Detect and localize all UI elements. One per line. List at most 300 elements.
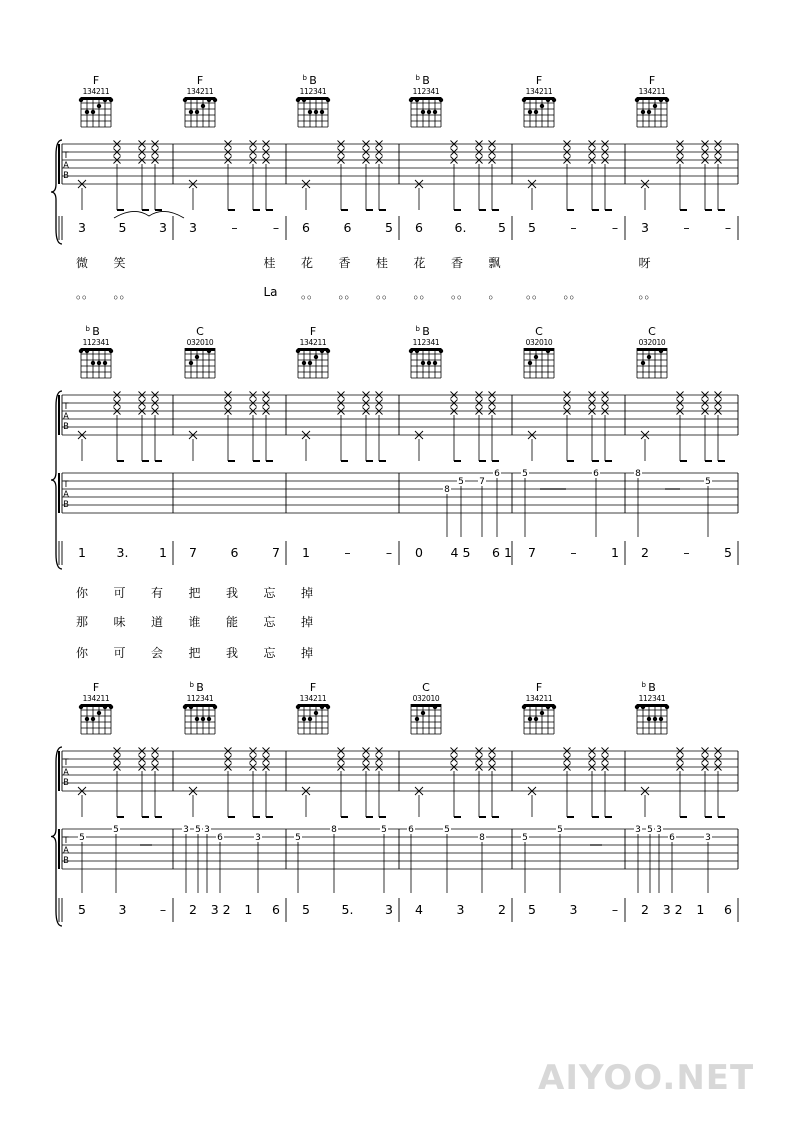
jianpu-note: 5: [385, 220, 393, 235]
chord-dot: [641, 110, 645, 114]
jianpu-note: –: [683, 545, 690, 560]
flat-sign: b: [85, 325, 90, 333]
chord-dot: [85, 349, 89, 353]
lyric-syllable: 忘: [263, 646, 276, 660]
chord-dot: [79, 98, 83, 102]
lyric-syllable: 那: [76, 615, 89, 629]
chord-name: C: [648, 325, 656, 338]
chord-dot: [653, 104, 657, 108]
chord-name: C: [422, 681, 430, 694]
jianpu-note: 6: [302, 220, 310, 235]
chord-dot: [522, 98, 526, 102]
chord-name: F: [535, 681, 543, 694]
tab-clef-letter: B: [63, 500, 69, 510]
chord-name: B: [422, 74, 430, 87]
lyric-syllable: 有: [151, 586, 164, 600]
system-brace: [51, 391, 62, 569]
chord-dot: [421, 361, 425, 365]
chord-dot: [528, 361, 532, 365]
chord-diagram: [409, 325, 443, 378]
chord-diagram: [296, 74, 330, 127]
tab-clef-letter: B: [63, 171, 69, 181]
chord-name: F: [92, 681, 100, 694]
chord-dot: [415, 98, 419, 102]
jianpu-note: 7: [528, 545, 536, 560]
chord-dot: [320, 110, 324, 114]
lyric-syllable: 掉: [301, 615, 314, 629]
jianpu-note: 5: [302, 902, 310, 917]
chord-dot: [659, 98, 663, 102]
chord-dot: [308, 717, 312, 721]
lyric-syllable: 。: [488, 287, 501, 301]
flat-sign: b: [641, 681, 646, 689]
chord-fingering: 032010: [525, 338, 553, 347]
tab-clef-letter: B: [63, 856, 69, 866]
lyric-syllable: 。。: [526, 287, 545, 301]
slur: [114, 211, 184, 218]
lyric-syllable: 。。: [563, 287, 582, 301]
tab-fret-number: 3: [656, 825, 662, 835]
chord-dot: [439, 349, 443, 353]
jianpu-note: 1: [611, 545, 619, 560]
chord-fingering: 134211: [299, 694, 327, 703]
jianpu-note: 4: [415, 902, 423, 917]
chord-dot: [103, 98, 107, 102]
chord-dot: [534, 717, 538, 721]
chord-fingering: 112341: [638, 694, 666, 703]
chord-dot: [91, 110, 95, 114]
tab-clef-letter: B: [63, 778, 69, 788]
chord-fingering: 112341: [412, 87, 440, 96]
chord-dot: [207, 98, 211, 102]
tab-clef-letter: T: [63, 402, 69, 412]
chord-dot: [103, 705, 107, 709]
tab-fret-number: 5: [705, 477, 711, 487]
chord-name: C: [535, 325, 543, 338]
tab-clef-letter: A: [63, 161, 69, 171]
jianpu-note: 3: [189, 220, 197, 235]
chord-diagram: [79, 681, 113, 734]
chord-diagram: [296, 681, 330, 734]
chord-dot: [647, 355, 651, 359]
chord-dot: [189, 361, 193, 365]
tab-fret-number: 8: [444, 485, 450, 495]
chord-diagram: [183, 681, 217, 734]
chord-fingering: 134211: [525, 87, 553, 96]
chord-dot: [296, 98, 300, 102]
lyric-syllable: 呀: [638, 256, 651, 270]
tab-clef-letter: A: [63, 412, 69, 422]
lyric-syllable: 。。: [451, 287, 470, 301]
chord-dot: [302, 717, 306, 721]
jianpu-note: 1: [302, 545, 310, 560]
chord-dot: [109, 349, 113, 353]
chord-dot: [534, 110, 538, 114]
chord-dot: [522, 705, 526, 709]
chord-dot: [308, 110, 312, 114]
tab-fret-number: 5: [79, 833, 85, 843]
chord-dot: [540, 711, 544, 715]
chord-diagram: [79, 325, 113, 378]
jianpu-note: 6: [343, 220, 352, 235]
chord-diagram: [296, 325, 330, 378]
chord-dot: [528, 110, 532, 114]
chord-dot: [647, 110, 651, 114]
tab-fret-number: 5: [522, 833, 528, 843]
jianpu-note: 3: [78, 220, 86, 235]
flat-sign: b: [302, 74, 307, 82]
jianpu-note: 6: [724, 902, 732, 917]
tab-fret-number: 6: [669, 833, 675, 843]
chord-name: F: [309, 681, 317, 694]
chord-dot: [109, 98, 113, 102]
chord-dot: [409, 349, 413, 353]
chord-dot: [659, 717, 663, 721]
chord-dot: [201, 104, 205, 108]
chord-dot: [665, 705, 669, 709]
lyric-syllable: 。。: [76, 287, 95, 301]
chord-dot: [183, 705, 187, 709]
tab-clef-letter: A: [63, 768, 69, 778]
lyric-syllable: 你: [76, 586, 89, 600]
tab-fret-number: 6: [494, 469, 500, 479]
tab-fret-number: 5: [295, 833, 301, 843]
jianpu-note: –: [385, 545, 393, 560]
chord-dot: [320, 705, 324, 709]
jianpu-note: 5: [498, 220, 506, 235]
chord-fingering: 134211: [82, 87, 110, 96]
tab-fret-number: 6: [408, 825, 414, 835]
jianpu-note: 3: [641, 220, 649, 235]
chord-dot: [189, 110, 193, 114]
jianpu-note: 4 5: [450, 545, 471, 560]
chord-dot: [421, 711, 425, 715]
lyric-syllable: 。。: [338, 287, 357, 301]
jianpu-note: –: [570, 545, 577, 560]
chord-dot: [433, 361, 437, 365]
jianpu-note: –: [159, 902, 167, 917]
flat-sign: b: [415, 74, 420, 82]
chord-dot: [195, 110, 199, 114]
chord-dot: [213, 98, 217, 102]
chord-dot: [302, 98, 306, 102]
chord-diagram: [522, 74, 556, 127]
chord-name: B: [196, 681, 204, 694]
lyric-syllable: 微: [76, 256, 89, 270]
chord-dot: [91, 361, 95, 365]
system-brace: [51, 747, 62, 926]
jianpu-note: 6 1: [492, 545, 512, 560]
jianpu-note: 3 2: [662, 902, 683, 917]
jianpu-note: 5: [528, 220, 536, 235]
chord-name: F: [92, 74, 100, 87]
chord-fingering: 112341: [412, 338, 440, 347]
chord-dot: [433, 110, 437, 114]
chord-fingering: 032010: [186, 338, 214, 347]
tab-clef-letter: A: [63, 846, 69, 856]
jianpu-note: 7: [272, 545, 280, 560]
chord-diagram: [522, 681, 556, 734]
chord-dot: [189, 705, 193, 709]
tab-fret-number: 3: [635, 825, 641, 835]
chord-name: B: [648, 681, 656, 694]
jianpu-note: 6: [272, 902, 280, 917]
chord-dot: [296, 705, 300, 709]
chord-diagram: [411, 681, 441, 734]
jianpu-note: –: [724, 220, 732, 235]
tab-clef-letter: A: [63, 490, 69, 500]
jianpu-note: 1: [244, 902, 253, 917]
lyric-syllable: 会: [151, 646, 164, 660]
jianpu-note: 3: [385, 902, 393, 917]
tab-fret-number: 6: [217, 833, 223, 843]
chord-dot: [540, 104, 544, 108]
chord-dot: [433, 705, 437, 709]
jianpu-note: 2: [641, 545, 649, 560]
jianpu-note: 3: [159, 220, 167, 235]
chord-dot: [546, 705, 550, 709]
chord-dot: [653, 717, 657, 721]
jianpu-note: 1: [159, 545, 167, 560]
lyric-syllable: 花: [413, 256, 426, 270]
tab-fret-number: 5: [522, 469, 528, 479]
chord-dot: [296, 349, 300, 353]
chord-dot: [546, 98, 550, 102]
tab-fret-number: 6: [593, 469, 599, 479]
jianpu-note: –: [683, 220, 690, 235]
chord-dot: [647, 717, 651, 721]
lyric-syllable: 香: [338, 256, 351, 270]
jianpu-note: 3: [456, 902, 465, 917]
jianpu-note: –: [570, 220, 577, 235]
flat-sign: b: [189, 681, 194, 689]
lyric-syllable: 桂: [263, 256, 276, 270]
tab-fret-number: 8: [635, 469, 641, 479]
lyric-syllable: 忘: [263, 586, 276, 600]
chord-dot: [635, 705, 639, 709]
lyric-syllable: La: [263, 285, 278, 299]
tab-fret-number: 3: [255, 833, 261, 843]
chord-dot: [439, 98, 443, 102]
chord-name: F: [648, 74, 656, 87]
chord-dot: [91, 717, 95, 721]
tab-fret-number: 7: [479, 477, 485, 487]
lyric-syllable: 我: [226, 586, 239, 600]
jianpu-note: 3: [118, 902, 127, 917]
chord-dot: [201, 717, 205, 721]
chord-diagram: [79, 74, 113, 127]
jianpu-note: –: [272, 220, 280, 235]
lyric-syllable: 掉: [301, 646, 314, 660]
jianpu-note: –: [344, 545, 351, 560]
lyric-syllable: 可: [113, 646, 126, 660]
jianpu-note: 3.: [116, 545, 129, 560]
tab-fret-number: 5: [458, 477, 464, 487]
chord-name: F: [309, 325, 317, 338]
chord-dot: [552, 705, 556, 709]
lyric-syllable: 笑: [113, 256, 126, 270]
tab-fret-number: 3: [204, 825, 210, 835]
tab-fret-number: 8: [331, 825, 337, 835]
chord-name: C: [196, 325, 204, 338]
lyric-syllable: 。。: [413, 287, 432, 301]
chord-dot: [79, 349, 83, 353]
chord-dot: [109, 705, 113, 709]
lyric-syllable: 掉: [301, 586, 314, 600]
jianpu-note: 5: [78, 902, 86, 917]
chord-dot: [659, 349, 663, 353]
chord-dot: [427, 361, 431, 365]
chord-name: F: [535, 74, 543, 87]
chord-fingering: 134211: [299, 338, 327, 347]
jianpu-note: 5: [724, 545, 732, 560]
jianpu-note: –: [611, 902, 619, 917]
chord-dot: [207, 717, 211, 721]
chord-dot: [415, 349, 419, 353]
lyric-syllable: 把: [188, 646, 201, 660]
chord-fingering: 112341: [82, 338, 110, 347]
tab-clef-letter: B: [63, 422, 69, 432]
lyric-syllable: 道: [151, 615, 164, 629]
jianpu-note: 1: [78, 545, 86, 560]
chord-dot: [97, 711, 101, 715]
chord-dot: [326, 349, 330, 353]
jianpu-note: 1: [696, 902, 705, 917]
lyric-syllable: 味: [113, 615, 126, 629]
chord-dot: [409, 98, 413, 102]
lyric-syllable: 把: [188, 586, 201, 600]
chord-diagram: [635, 74, 669, 127]
tab-fret-number: 5: [195, 825, 201, 835]
jianpu-note: 6: [230, 545, 239, 560]
chord-dot: [97, 361, 101, 365]
chord-dot: [641, 361, 645, 365]
chord-fingering: 134211: [638, 87, 666, 96]
chord-fingering: 032010: [638, 338, 666, 347]
chord-dot: [103, 361, 107, 365]
jianpu-note: 6.: [454, 220, 467, 235]
tab-clef-letter: T: [63, 758, 69, 768]
jianpu-note: 7: [189, 545, 197, 560]
chord-fingering: 134211: [82, 694, 110, 703]
chord-dot: [326, 705, 330, 709]
chord-diagram: [524, 325, 554, 378]
chord-dot: [552, 98, 556, 102]
jianpu-note: 2: [641, 902, 649, 917]
chord-dot: [183, 98, 187, 102]
lyric-syllable: 飘: [488, 256, 501, 270]
chord-dot: [85, 717, 89, 721]
chord-fingering: 112341: [299, 87, 327, 96]
jianpu-note: 2: [189, 902, 197, 917]
jianpu-note: 3 2: [210, 902, 231, 917]
chord-dot: [546, 349, 550, 353]
jianpu-note: 5.: [341, 902, 354, 917]
lyric-syllable: 可: [113, 586, 126, 600]
lyric-syllable: 。。: [113, 287, 132, 301]
chord-dot: [641, 705, 645, 709]
chord-dot: [308, 361, 312, 365]
jianpu-note: –: [231, 220, 238, 235]
chord-diagram: [409, 74, 443, 127]
chord-name: B: [92, 325, 100, 338]
tab-fret-number: 5: [647, 825, 653, 835]
chord-diagram: [637, 325, 667, 378]
lyric-syllable: 你: [76, 646, 89, 660]
jianpu-note: 6: [415, 220, 423, 235]
tab-fret-number: 8: [479, 833, 485, 843]
tab-clef-letter: T: [63, 480, 69, 490]
lyric-syllable: 香: [451, 256, 464, 270]
chord-dot: [528, 717, 532, 721]
chord-fingering: 112341: [186, 694, 214, 703]
jianpu-note: 0: [415, 545, 423, 560]
chord-fingering: 134211: [186, 87, 214, 96]
chord-dot: [213, 705, 217, 709]
chord-dot: [207, 349, 211, 353]
tab-clef-letter: T: [63, 836, 69, 846]
jianpu-note: 5: [118, 220, 127, 235]
chord-dot: [665, 98, 669, 102]
chord-dot: [320, 349, 324, 353]
chord-name: B: [422, 325, 430, 338]
chord-dot: [314, 110, 318, 114]
lyric-syllable: 。。: [638, 287, 657, 301]
chord-dot: [635, 98, 639, 102]
jianpu-note: 2: [498, 902, 506, 917]
chord-dot: [314, 355, 318, 359]
tab-fret-number: 5: [444, 825, 450, 835]
lyric-syllable: 忘: [263, 615, 276, 629]
chord-dot: [534, 355, 538, 359]
chord-dot: [195, 355, 199, 359]
tab-fret-number: 5: [113, 825, 119, 835]
jianpu-note: –: [611, 220, 619, 235]
lyric-syllable: 能: [226, 615, 239, 629]
tab-clef-letter: T: [63, 151, 69, 161]
chord-dot: [302, 361, 306, 365]
chord-dot: [85, 110, 89, 114]
watermark: AIYOO.NET: [538, 1058, 755, 1098]
tab-fret-number: 3: [183, 825, 189, 835]
lyric-syllable: 谁: [188, 615, 201, 629]
chord-dot: [415, 717, 419, 721]
chord-fingering: 134211: [525, 694, 553, 703]
tab-fret-number: 5: [557, 825, 563, 835]
chord-fingering: 032010: [412, 694, 440, 703]
lyric-syllable: 。。: [376, 287, 395, 301]
chord-dot: [79, 705, 83, 709]
chord-dot: [195, 717, 199, 721]
jianpu-note: 3: [569, 902, 578, 917]
chord-diagram: [185, 325, 215, 378]
system-brace: [51, 140, 62, 244]
chord-dot: [326, 98, 330, 102]
flat-sign: b: [415, 325, 420, 333]
chord-diagram: [183, 74, 217, 127]
lyric-syllable: 我: [226, 646, 239, 660]
tab-fret-number: 3: [705, 833, 711, 843]
chord-dot: [314, 711, 318, 715]
jianpu-note: 5: [528, 902, 536, 917]
lyric-syllable: 花: [301, 256, 314, 270]
lyric-syllable: 。。: [301, 287, 320, 301]
chord-diagram: [635, 681, 669, 734]
chord-dot: [427, 110, 431, 114]
chord-name: F: [196, 74, 204, 87]
tab-fret-number: 5: [381, 825, 387, 835]
chord-dot: [97, 104, 101, 108]
